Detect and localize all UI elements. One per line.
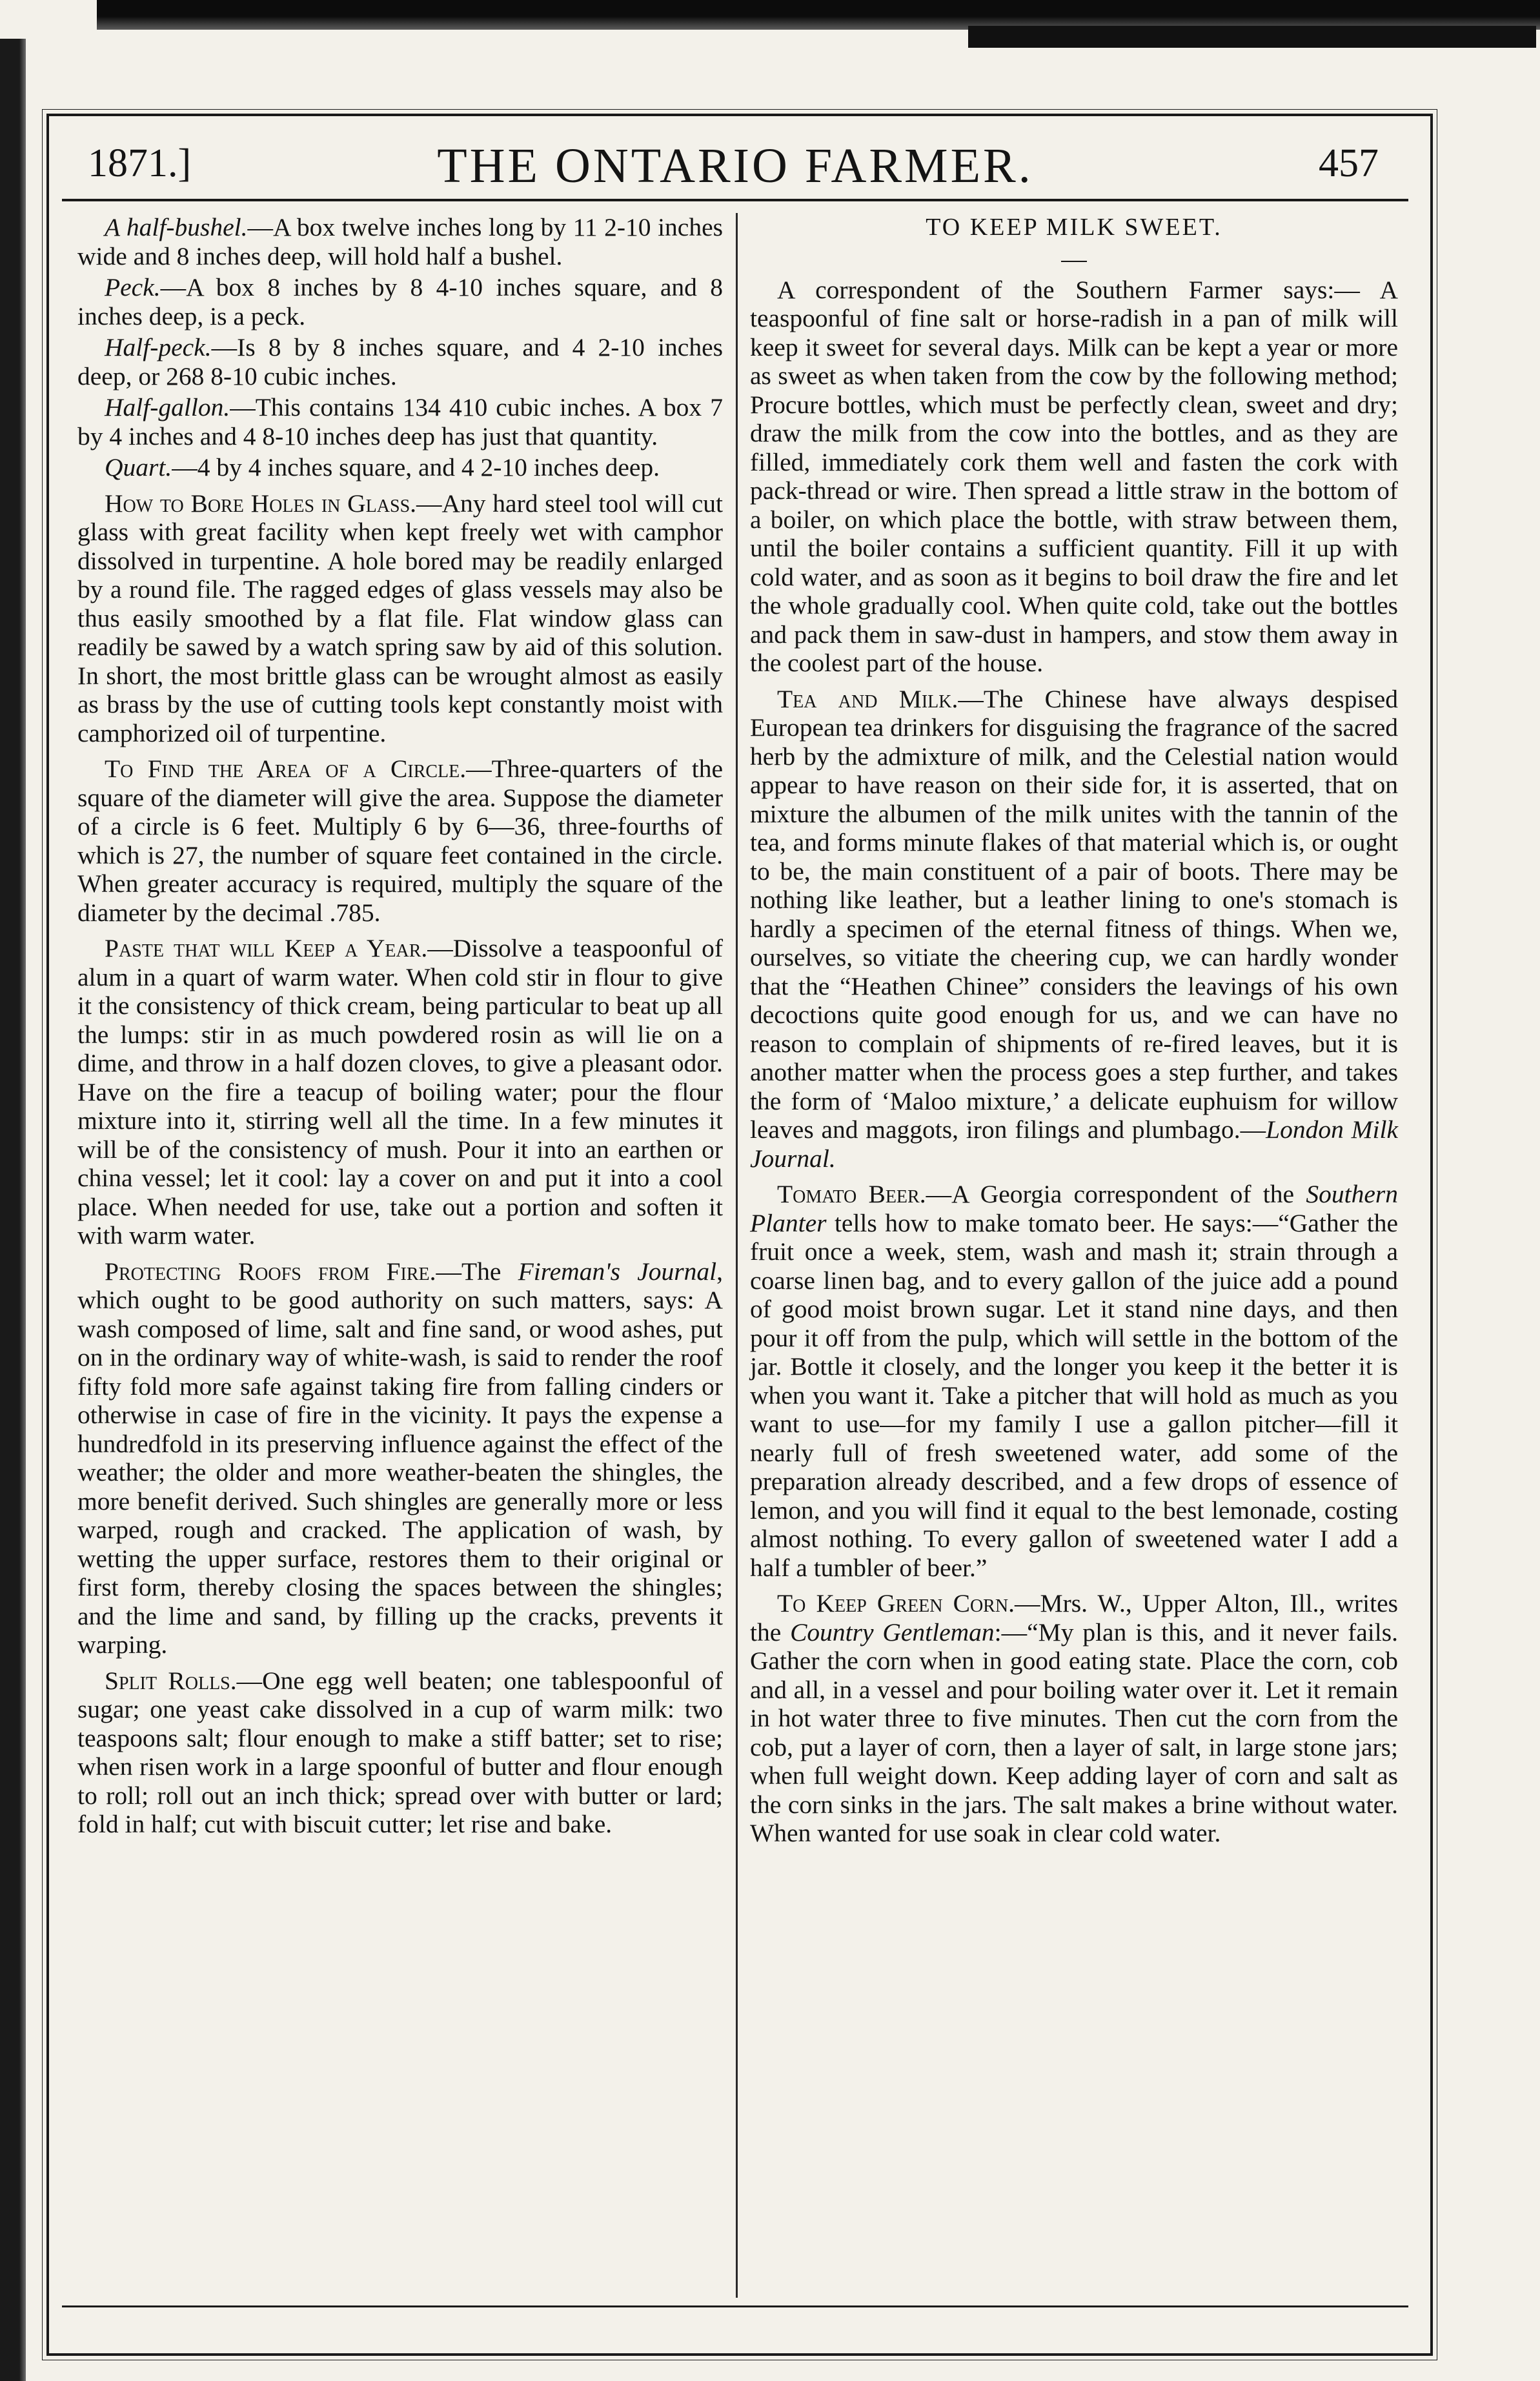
page-number: 457 [1319, 141, 1379, 185]
bottom-rule [62, 2305, 1408, 2307]
article-tea-and-milk: Tea and Milk.—The Chinese have always despised European tea drinkers for disguising the fragrance of the sacred herb by the admixture of milk, and the Celestial nation would appear to have reason on their side for, it is asserted, that on mixture the albumen of the milk unites with the tannin of the tea, and forms minute flakes of that material which is, or ought to be, the main constituent of a pair of boots. There may be nothing like leather, but a leather lining to one's stomach is hardly a specimen of the eternal fitness of things. When we, ourselves, so vitiate the cheering cup, we can hardly wonder that the “Heathen Chinee” considers the leavings of his own decoctions quite good enough for us, and we can have no reason to complain of shipments of re-fired leaves, but it is another matter when the process goes a step further, and takes the form of ‘Maloo mixture,’ a delicate euphuism for willow leaves and maggots, iron filings and plumbago.—London Milk Journal. [750, 684, 1398, 1173]
scan-top-bar-right [968, 26, 1536, 48]
article-protecting-roofs: Protecting Roofs from Fire.—The Fireman's Journal, which ought to be good authority on such matters, says: A wash composed of lime, salt and fine sand, or wood ashes, put on in the ordinary way of white-wash, is said to render the roof fifty fold more safe against taking fire from falling cinders or otherwise in case of fire in the vicinity. It pays the expense a hundredfold in its preserving influence against the effect of the weather; the older and more weather-beaten the shingles, the more benefit derived. Such shingles are generally more or less warped, rough and cracked. The application of wash, by wetting the upper surface, restores them to their original or first form, thereby closing the spaces between the shingles; and the lime and sand, by filling up the cracks, prevents it warping. [77, 1257, 723, 1659]
article-half-gallon: Half-gallon.—This contains 134 410 cubic inches. A box 7 by 4 inches and 4 8-10 inches deep has just that quantity. [77, 393, 723, 451]
page-title: THE ONTARIO FARMER. [437, 139, 1033, 193]
article-half-bushel: A half-bushel.—A box twelve inches long by 11 2-10 inches wide and 8 inches deep, will hold half a bushel. [77, 213, 723, 270]
article-tomato-beer: Tomato Beer.—A Georgia correspondent of the Southern Planter tells how to make tomato beer. He says:—“Gather the fruit once a week, stem, wash and mash it; strain through a coarse linen bag, and to every gallon of the juice add a pound of good moist brown sugar. Let it stand nine days, and then pour it off from the pulp, which will settle in the bottom of the jar. Bottle it closely, and the longer you keep it the better it is when you want it. Take a pitcher that will hold as much as you want to use—for my family I use a gallon pitcher—fill it nearly full of fresh sweetened water, add some of the preparation already described, and a few drops of essence of lemon, and you will find it equal to the best lemonade, costing almost nothing. To every gallon of sweetened water I add a half a tumbler of beer.” [750, 1180, 1398, 1582]
article-split-rolls: Split Rolls.—One egg well beaten; one tablespoonful of sugar; one yeast cake dissolved in a cup of warm milk: two teaspoons salt; flour enough to make a stiff batter; set to rise; when risen work in a large spoonful of butter and flour enough to roll; roll out an inch thick; spread over with butter or lard; fold in half; cut with biscuit cutter; let rise and bake. [77, 1666, 724, 1838]
article-half-peck: Half-peck.—Is 8 by 8 inches square, and 4 2-10 inches deep, or 268 8-10 cubic inches. [77, 333, 723, 390]
article-heading: Tomato Beer. [777, 1180, 926, 1208]
article-heading: To Keep Green Corn. [777, 1589, 1015, 1617]
article-heading: How to Bore Holes in Glass. [105, 489, 417, 518]
column-divider [736, 213, 738, 2298]
article-heading: Paste that will Keep a Year. [105, 934, 428, 962]
article-heading: Protecting Roofs from Fire. [105, 1257, 436, 1286]
article-title-keep-milk-sweet: TO KEEP MILK SWEET. [926, 214, 1222, 241]
article-keep-green-corn: To Keep Green Corn.—Mrs. W., Upper Alton, Ill., writes the Country Gentleman:—“My plan is this, and it never fails. Gather the corn when in good eating state. Place the corn, cob and all, in a vessel and pour boiling water over it. Let it remain in hot water three to five minutes. Then cut the corn from the cob, put a layer of corn, then a layer of salt, in large stone jars; when full weight down. Keep adding layer of corn and salt as the corn sinks in the jars. The salt makes a brine without water. When wanted for use soak in clear cold water. [750, 1589, 1399, 1847]
article-heading: Split Rolls. [105, 1666, 237, 1695]
article-peck: Peck.—A box 8 inches by 8 4-10 inches square, and 8 inches deep, is a peck. [77, 273, 723, 330]
article-paste: Paste that will Keep a Year.—Dissolve a teaspoonful of alum in a quart of warm water. When cold stir in flour to give it the consistency of thick cream, being particular to beat up all the lumps: stir in as much powdered rosin as will lie on a dime, and throw in a half dozen cloves, to give a pleasant odor. Have on the fire a teacup of boiling water; pour the flour mixture into it, stirring well all the time. In a few minutes it will be of the consistency of mush. Pour it into an earthen or china vessel; let it cool: lay a cover on and put it into a cool place. When needed for use, take out a portion and soften it with warm water. [77, 934, 723, 1250]
article-keep-milk-sweet: A correspondent of the Southern Farmer says:— A teaspoonful of fine salt or horse-radish in a pan of milk will keep it sweet for several days. Milk can be kept a year or more as sweet as when taken from the cow by the following method; Procure bottles, which must be perfectly clean, sweet and dry; draw the milk from the cow into the bottles, and as they are filled, immediately cork them well and fasten the cork with pack-thread or wire. Then spread a little straw in the bottom of a boiler, on which place the bottle, with straw between them, until the boiler contains a sufficient quantity. Fill it up with cold water, and as soon as it begins to boil draw the fire and let the whole gradually cool. When quite cold, take out the bottles and pack them in saw-dust in hampers, and stow them away in the coolest part of the house. [750, 275, 1398, 677]
scan-left-edge [0, 39, 26, 2381]
article-heading: Tea and Milk. [777, 684, 958, 713]
article-quart: Quart.—4 by 4 inches square, and 4 2-10 inches deep. [105, 453, 660, 481]
page-header [62, 121, 1408, 201]
title-dash: — [1061, 244, 1087, 273]
left-column [77, 213, 723, 1846]
right-column [750, 213, 1398, 1855]
header-year: 1871.] [88, 141, 192, 185]
article-area-of-circle: To Find the Area of a Circle.—Three-quarters of the square of the diameter will give the area. Suppose the diameter of a circle is 6 feet. Multiply 6 by 6—36, three-fourths of which is 27, the number of square feet contained in the circle. When greater accuracy is required, multiply the square of the diameter by the decimal .785. [77, 755, 723, 927]
article-heading: To Find the Area of a Circle. [105, 755, 467, 783]
article-bore-holes-in-glass: How to Bore Holes in Glass.—Any hard steel tool will cut glass with great facility when kept freely wet with camphor dissolved in turpentine. A hole bored may be readily enlarged by a round file. The ragged edges of glass vessels may also be thus easily smoothed by a flat file. Flat window glass can readily be sawed by a watch spring saw by aid of this solution. In short, the most brittle glass can be wrought almost as easily as brass by the use of cutting tools kept constantly moist with camphorized oil of turpentine. [77, 489, 723, 747]
